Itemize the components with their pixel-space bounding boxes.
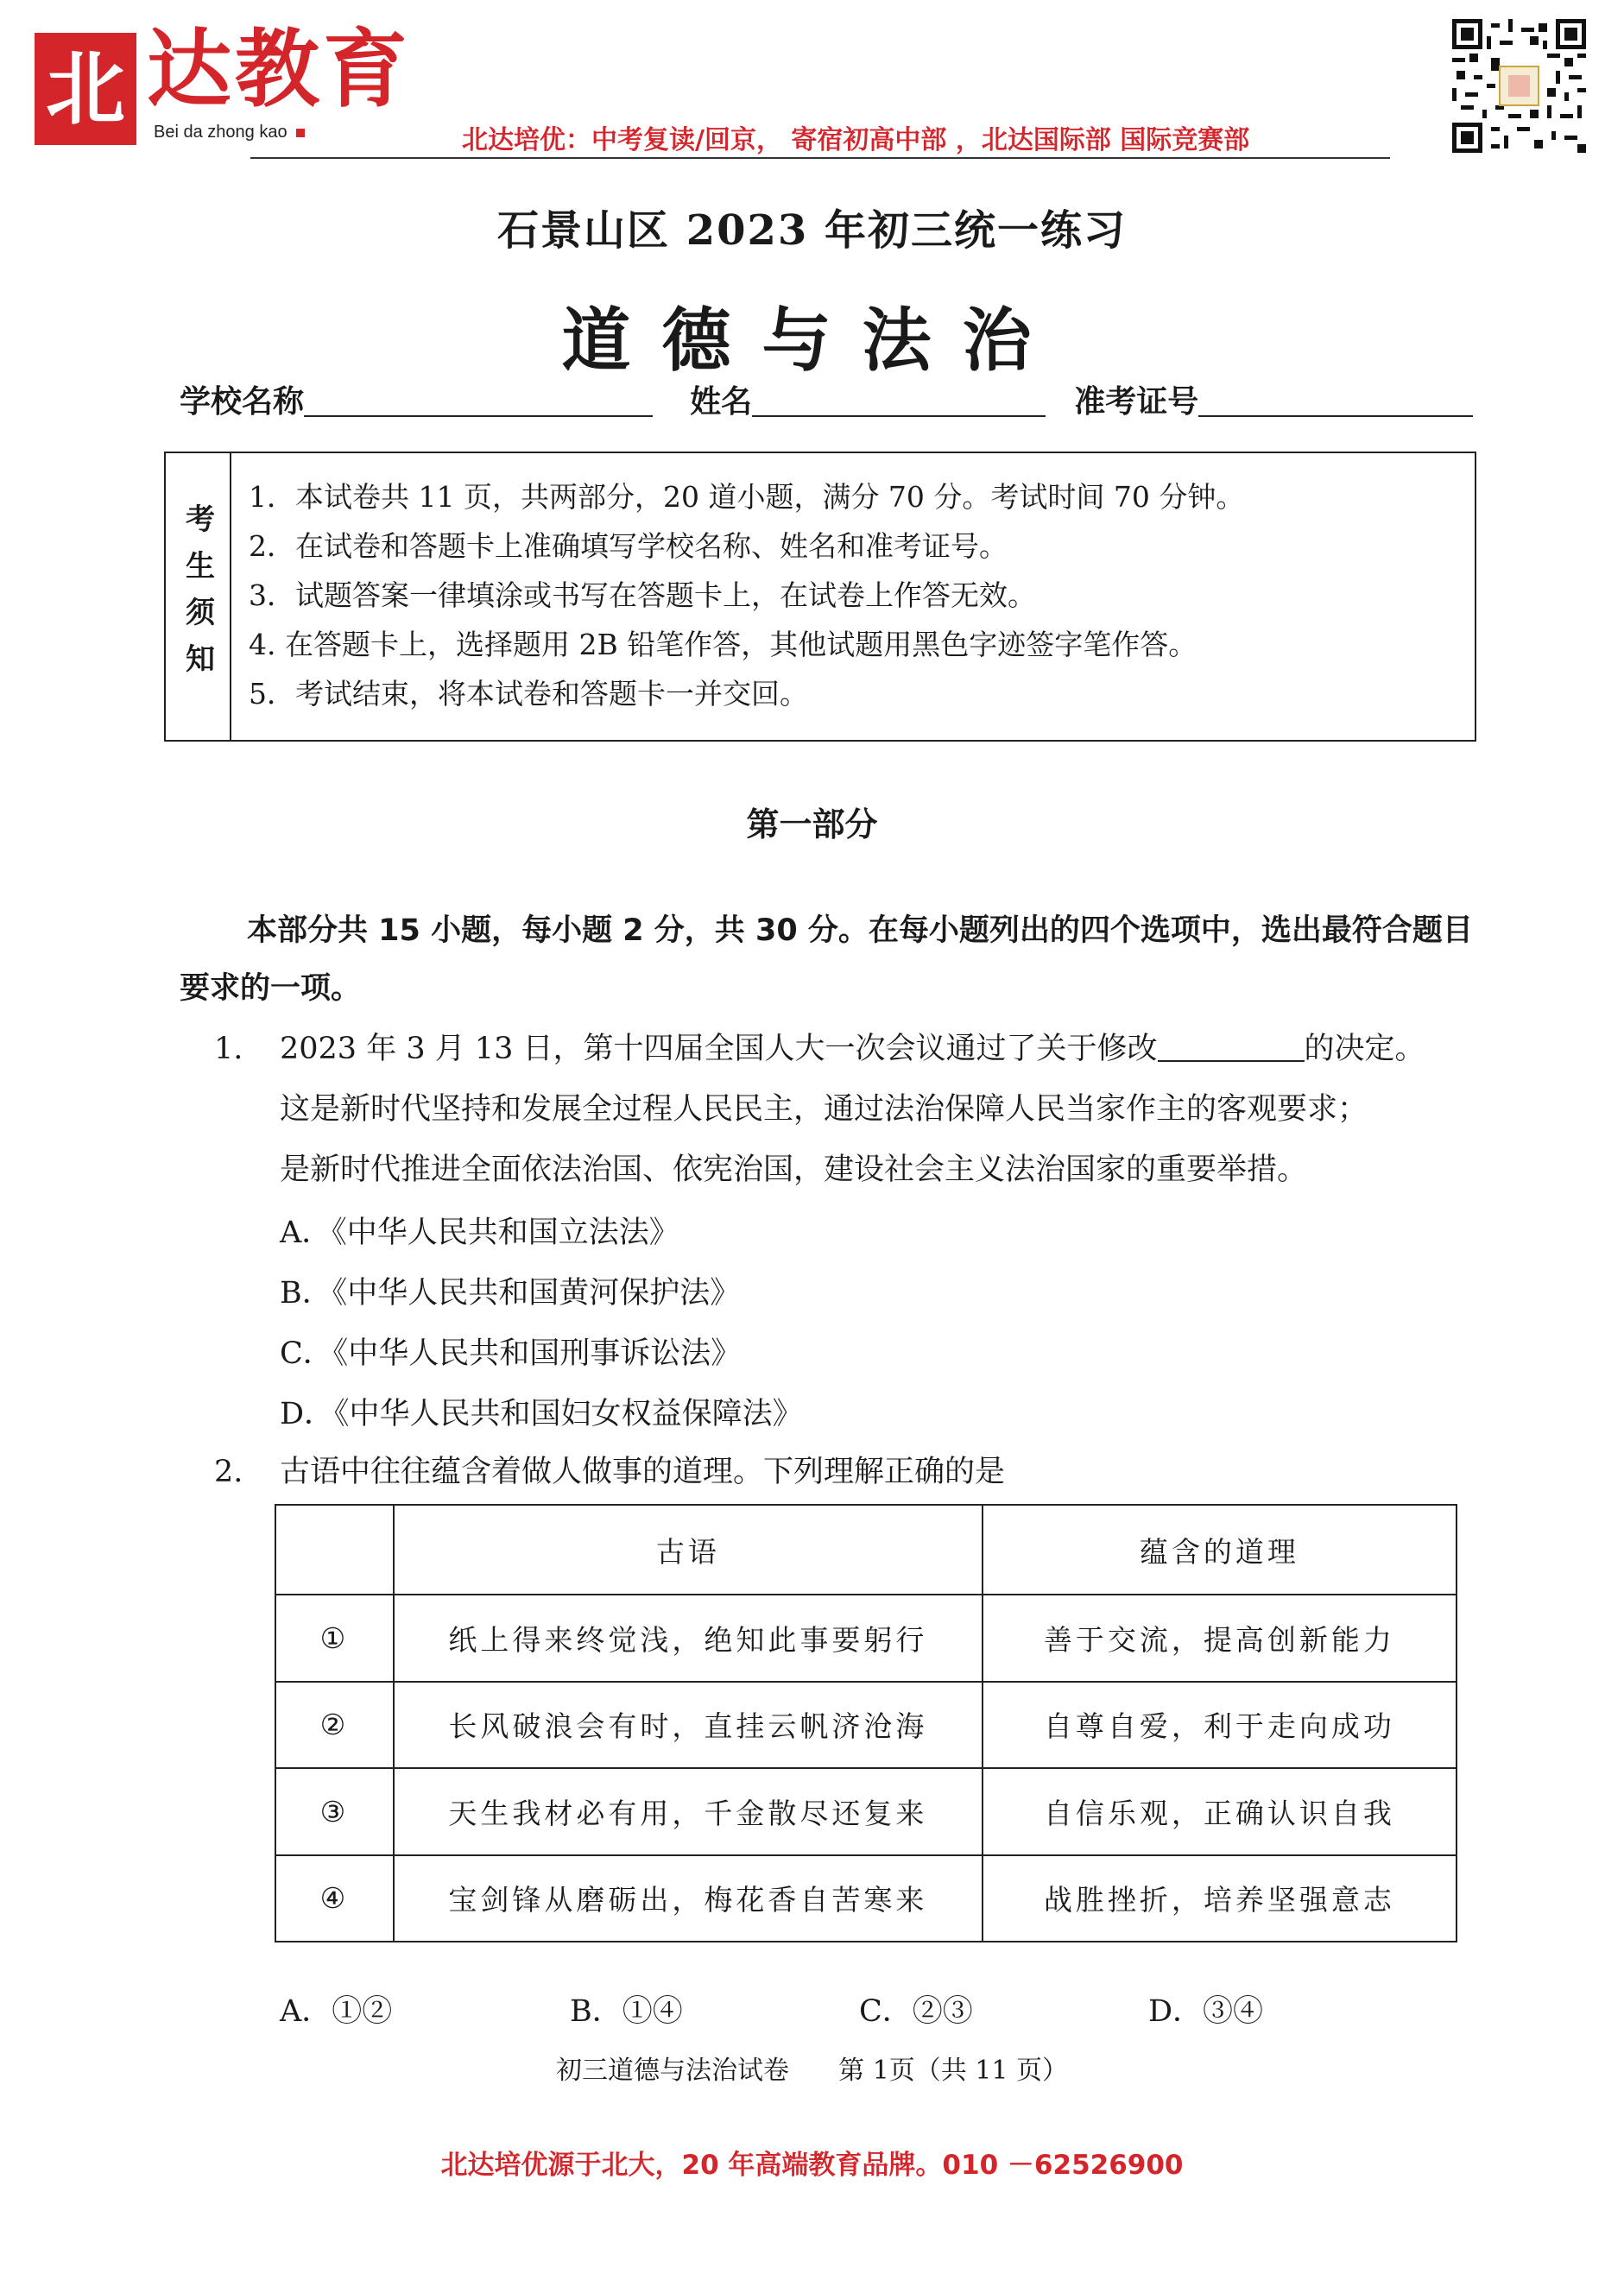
header-divider (250, 157, 1390, 159)
table-header: 古语 (394, 1505, 983, 1595)
table-cell: 自信乐观，正确认识自我 (983, 1768, 1457, 1854)
notice-item: 4. 在答题卡上，选择题用 2B 铅笔作答，其他试题用黑色字迹签字笔作答。 (249, 628, 1197, 661)
table-cell: 纸上得来终觉浅，绝知此事要躬行 (394, 1595, 983, 1681)
id-label: 准考证号 (1074, 384, 1199, 420)
table-cell: ① (275, 1595, 394, 1681)
table-row (275, 1768, 1457, 1854)
table-header (275, 1505, 394, 1595)
table-cell: 长风破浪会有时，直挂云帆济沧海 (394, 1682, 983, 1768)
question-stem: 古语中往往蕴含着做人做事的道理。下列理解正确的是 (280, 1455, 1006, 1489)
answer-option-a: A．①② (280, 1994, 393, 2029)
table-cell: 善于交流，提高创新能力 (983, 1595, 1457, 1681)
answer-option-b: B．①④ (570, 1994, 683, 2029)
table-row (275, 1855, 1457, 1942)
table-cell: 天生我材必有用，千金散尽还复来 (394, 1768, 983, 1854)
fill-blank (1158, 1031, 1305, 1062)
school-label: 学校名称 (180, 384, 305, 420)
notice-item: 3．试题答案一律填涂或书写在答题卡上，在试卷上作答无效。 (249, 578, 1036, 612)
notice-label-cell (166, 453, 231, 740)
question-stem: 2023 年 3 月 13 日，第十四届全国人大一次会议通过了关于修改 的决定。 这是新时代坚持和发展全过程人民民主，通过法治保障人民当家作主的客观要求； 是新时代推进全面依法治国、依宪治国，建设社会主义法治国家的重要举措。 (280, 1032, 1425, 1187)
part-instructions: 本部分共 15 小题，每小题 2 分，共 30 分。在每小题列出的四个选项中，选出最符合题目要求的一项。 (180, 913, 1473, 1006)
table-row (275, 1682, 1457, 1768)
notice-item: 1．本试卷共 11 页，共两部分，20 道小题，满分 70 分。考试时间 70 分钟。 (249, 480, 1245, 514)
notice-list (249, 472, 1244, 718)
answer-option-c: C．②③ (859, 1994, 973, 2029)
logo-mark (35, 33, 136, 145)
table-cell: 战胜挫折，培养坚强意志 (983, 1855, 1457, 1942)
logo-subtitle: Bei da zhong kao (154, 123, 305, 142)
question-number: 2. (214, 1455, 243, 1489)
footer-advert: 北达培优源于北大，20 年高端教育品牌。010 －62526900 (440, 2150, 1184, 2181)
student-info-fields (180, 377, 1473, 421)
exam-title: 石景山区 2023 年初三统一练习 (496, 206, 1128, 255)
logo-glyph: 北 (45, 42, 125, 136)
name-blank (752, 384, 1046, 417)
option-d: D．《中华人民共和国妇女权益保障法》 (280, 1397, 803, 1431)
option-a: A．《中华人民共和国立法法》 (280, 1216, 679, 1250)
question-number: 1. (214, 1032, 243, 1066)
header-slogan: 北达培优：中考复读/回京， 寄宿初高中部 ，北达国际部 国际竞赛部 (462, 125, 1250, 155)
answer-option-d: D．③④ (1148, 1994, 1264, 2029)
logo-text: 达教育 (147, 20, 412, 119)
notice-item: 5．考试结束，将本试卷和答题卡一并交回。 (249, 677, 808, 711)
table-header: 蕴含的道理 (983, 1505, 1457, 1595)
table-header-row (275, 1505, 1457, 1595)
proverb-table (275, 1504, 1457, 1942)
part-title: 第一部分 (746, 805, 878, 843)
table-cell: 自尊自爱，利于走向成功 (983, 1682, 1457, 1768)
table-cell: ④ (275, 1855, 394, 1942)
notice-item: 2．在试卷和答题卡上准确填写学校名称、姓名和准考证号。 (249, 529, 1008, 563)
exam-notice-box (164, 452, 1476, 742)
option-c: C．《中华人民共和国刑事诉讼法》 (280, 1336, 742, 1371)
page-footer: 初三道德与法治试卷 第 1页（共 11 页） (555, 2056, 1069, 2086)
id-blank (1198, 384, 1473, 417)
subject-title: 道德与法治 (561, 300, 1063, 381)
table-row (275, 1595, 1457, 1681)
option-b: B．《中华人民共和国黄河保护法》 (280, 1276, 741, 1311)
table-cell: ③ (275, 1768, 394, 1854)
school-blank (304, 384, 653, 417)
name-label: 姓名 (690, 384, 753, 420)
table-cell: ② (275, 1682, 394, 1768)
qr-code-icon (1452, 19, 1586, 153)
notice-label: 考生须知 (180, 503, 215, 690)
table-cell: 宝剑锋从磨砺出，梅花香自苦寒来 (394, 1855, 983, 1942)
